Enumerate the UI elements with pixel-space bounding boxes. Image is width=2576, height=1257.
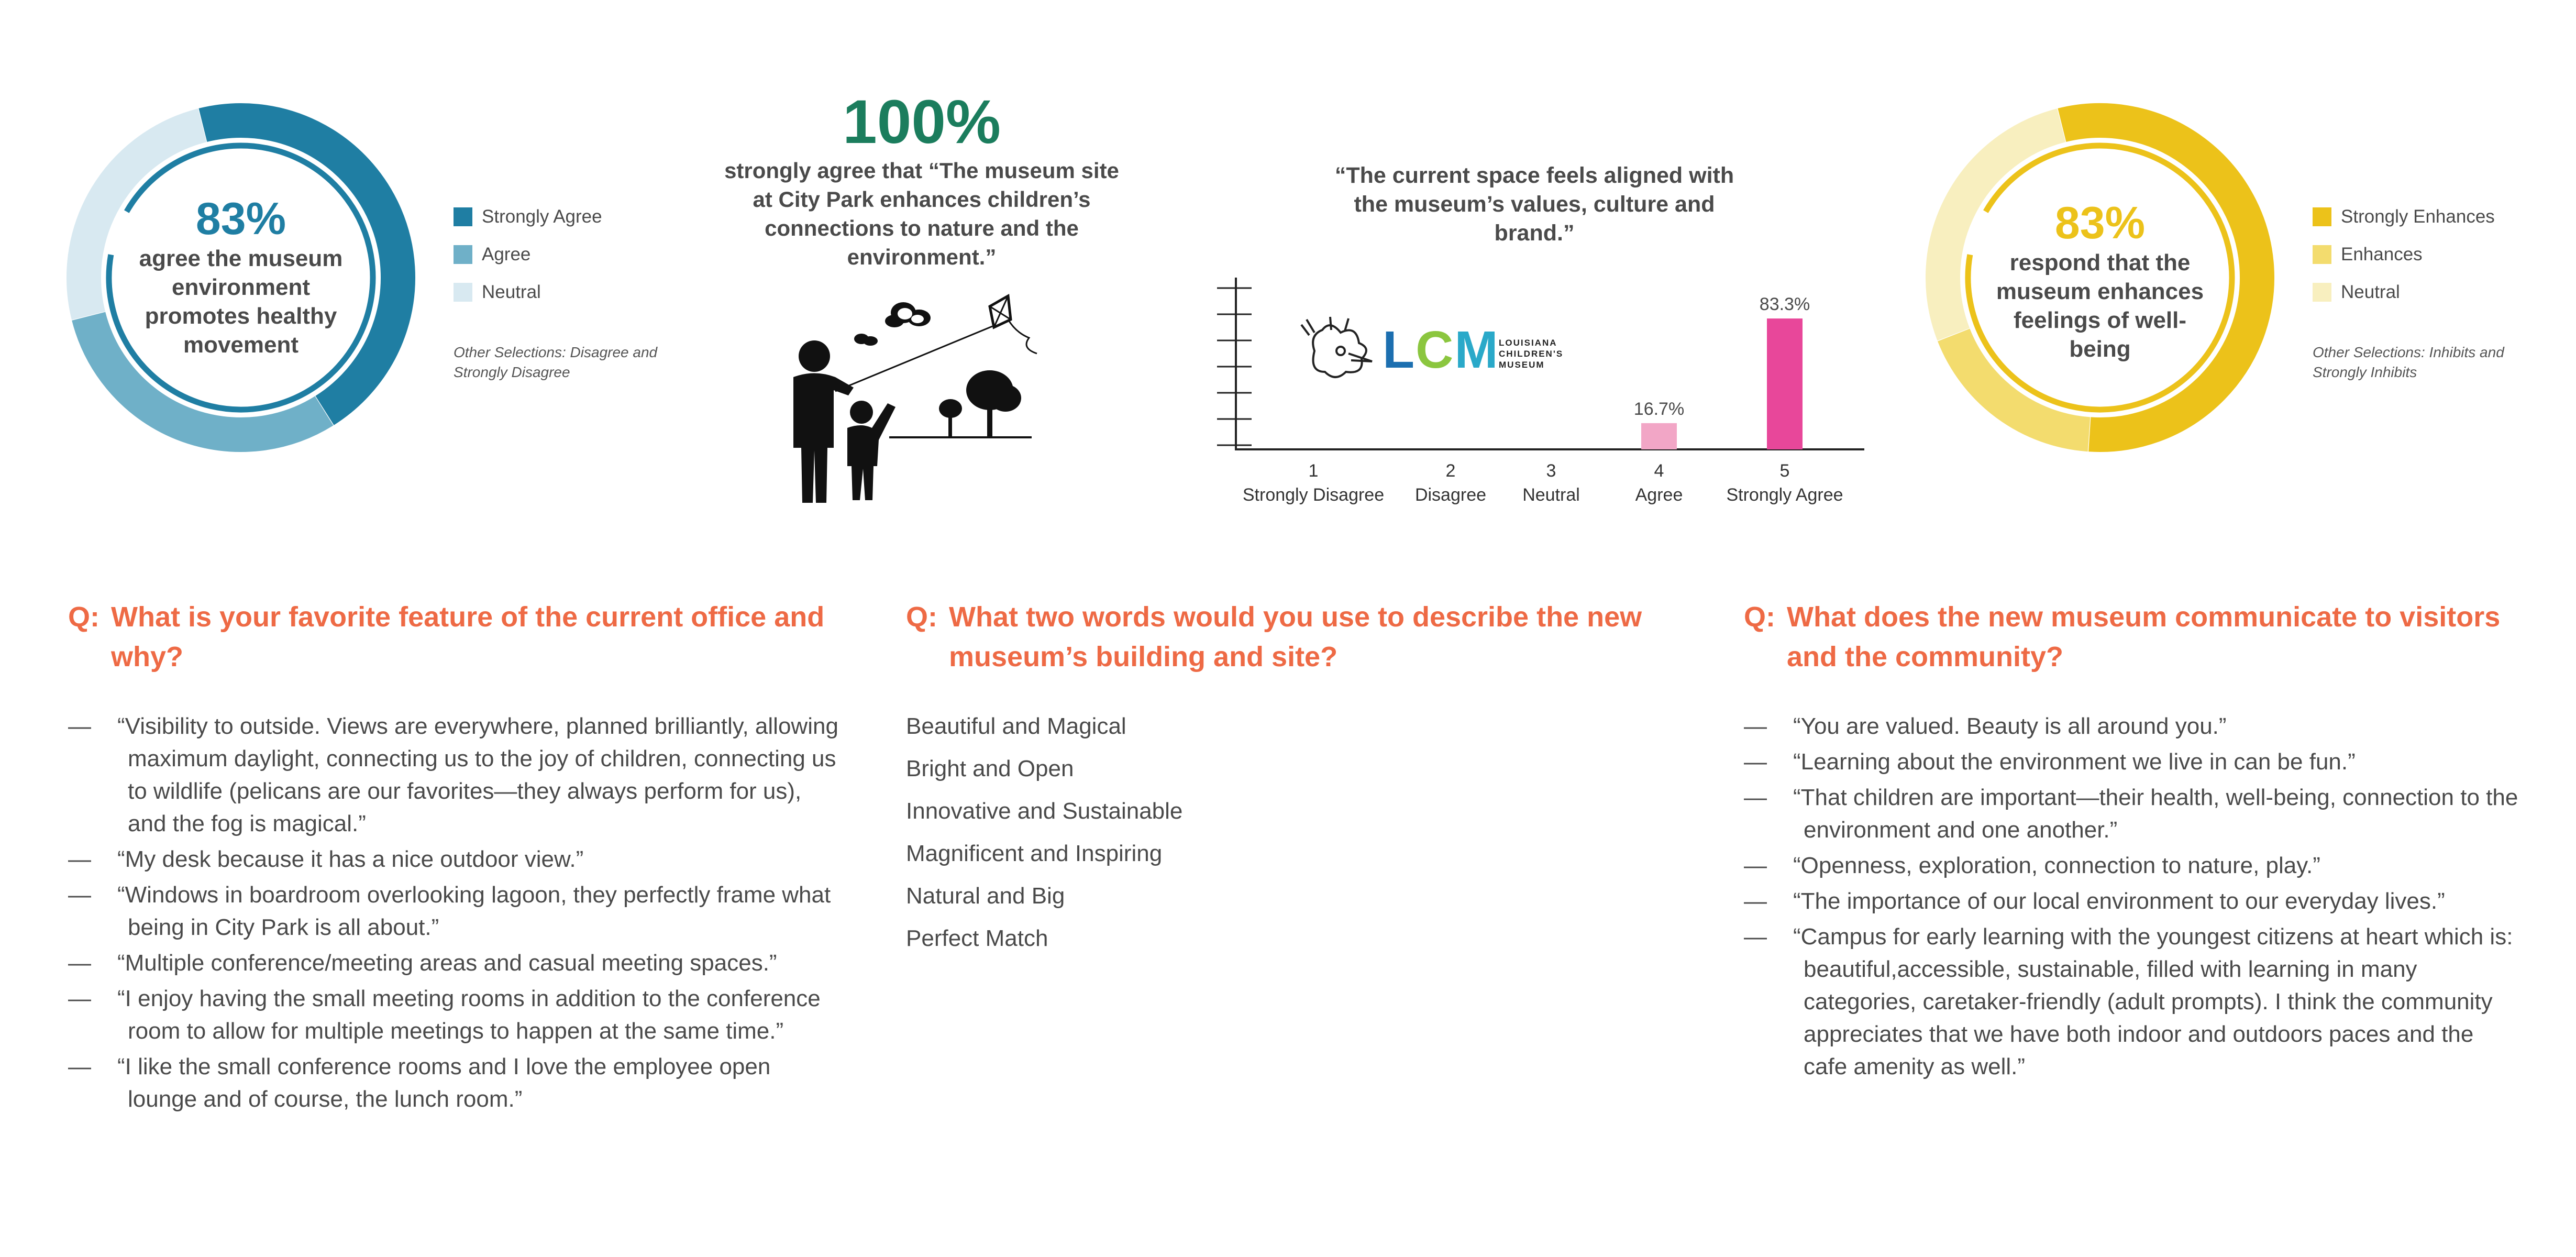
x-tick-label: Strongly Disagree [1242, 485, 1385, 505]
answer-text: “Visibility to outside. Views are everywhere, planned brilliantly, allowing maximum daylight, connecting us to the joy of children, connecting us to wildlife (pelicans are our favorites—they always perform for us), and the fog is magical.” [117, 713, 838, 836]
dash-bullet: — [1744, 888, 1767, 914]
list-item [1744, 746, 2519, 778]
list-item [68, 947, 843, 979]
lcm-letter: C [1416, 321, 1455, 379]
dash-bullet: — [68, 882, 91, 908]
legend-label: Strongly Agree [482, 206, 602, 227]
legend-swatch [2313, 245, 2331, 264]
list-item [1744, 781, 2519, 846]
answer-text: “Windows in boardroom overlooking lagoon, they perfectly frame what being in City Park is all about.” [117, 882, 831, 940]
bar-chart [1204, 272, 1896, 519]
question-text: What two words would you use to describe the new museum’s building and site? [949, 601, 1642, 672]
adult-figure-icon [793, 340, 854, 503]
x-tick-number: 4 [1654, 461, 1664, 481]
parent-child-kite-icon [770, 291, 1053, 511]
question-text: What does the new museum communicate to visitors and the community? [1787, 601, 2501, 672]
question-prefix: Q: [906, 601, 937, 633]
legend-item [2313, 198, 2495, 236]
legend-label: Neutral [2341, 282, 2400, 302]
list-item: Perfect Match [906, 925, 1048, 951]
list-item: Magnificent and Inspiring [906, 841, 1163, 866]
bar [1767, 318, 1803, 449]
dash-bullet: — [68, 713, 91, 739]
data-label: 83.3% [1759, 294, 1810, 315]
dash-bullet: — [1744, 853, 1767, 878]
list-item [1744, 885, 2519, 918]
answer-text: “I like the small conference rooms and I love the employee open lounge and of course, the lunch room.” [117, 1054, 771, 1112]
child-figure-icon [847, 401, 895, 500]
list-item [68, 1051, 843, 1116]
legend-swatch [454, 283, 472, 302]
donut-left-label: agree the museum environment promotes healthy movement [139, 246, 343, 358]
answer-text: “Openness, exploration, connection to nature, play.” [1793, 853, 2320, 878]
donut-right-note: Other Selections: Inhibits and Strongly Inhibits [2313, 344, 2504, 380]
x-tick-labels [1243, 461, 1843, 505]
legend-item [454, 273, 602, 311]
list-item: Bright and Open [906, 756, 1074, 781]
x-tick-number: 5 [1779, 461, 1790, 481]
answer-text: “Campus for early learning with the youngest citizens at heart which is: beautiful,accessible, sustainable, filled with learning in many categories, caretaker-friendly (adult prompts). I think the community appreciates that we have both indoor and outdoors paces and the cafe amenity as well.” [1793, 924, 2513, 1079]
dash-bullet: — [1744, 749, 1767, 775]
list-item: Beautiful and Magical [906, 713, 1126, 739]
x-tick-number: 1 [1308, 461, 1319, 481]
x-tick-label: Agree [1635, 485, 1683, 505]
donut-right-percent: 83% [2054, 198, 2146, 248]
x-tick-label: Strongly Agree [1726, 485, 1843, 505]
legend-swatch [454, 207, 472, 226]
legend-label: Strongly Enhances [2341, 206, 2495, 227]
pelican-logo-icon [1299, 314, 1377, 388]
donut-left-center [126, 194, 356, 359]
x-tick-label: Neutral [1522, 485, 1580, 505]
legend-label: Enhances [2341, 244, 2423, 264]
answers-museum-communicates [1744, 710, 2519, 1086]
answers-two-words [906, 705, 1430, 960]
dash-bullet: — [68, 846, 91, 872]
list-item [68, 983, 843, 1048]
legend-item [454, 198, 602, 236]
list-item [1744, 710, 2519, 743]
answer-text: “I enjoy having the small meeting rooms in addition to the conference room to allow for multiple meetings to happen at the same time.” [117, 986, 821, 1044]
dash-bullet: — [68, 950, 91, 976]
legend-swatch [2313, 283, 2331, 302]
legend-swatch [454, 245, 472, 264]
bars [1641, 318, 1803, 449]
answer-text: “Learning about the environment we live in can be fun.” [1793, 749, 2356, 775]
lcm-letter: L [1383, 321, 1416, 379]
dash-bullet: — [1744, 785, 1767, 810]
answer-text: “My desk because it has a nice outdoor view.” [117, 846, 584, 872]
stat-statement: strongly agree that “The museum site at City Park enhances children’s connections to nature and the environment.” [724, 158, 1119, 269]
question-museum-communicates [1744, 597, 2529, 677]
data-label: 16.7% [1633, 399, 1685, 419]
legend-label: Neutral [482, 282, 541, 302]
question-prefix: Q: [68, 601, 99, 633]
lcm-logo-subtext: LOUISIANA CHILDREN'S MUSEUM [1499, 338, 1564, 370]
donut-right-center [1985, 198, 2215, 363]
list-item: Innovative and Sustainable [906, 798, 1183, 824]
answer-text: “You are valued. Beauty is all around you.” [1793, 713, 2227, 739]
donut-right-legend [2313, 198, 2495, 311]
legend-item [454, 236, 602, 273]
lcm-logo [1299, 314, 1592, 388]
legend-label: Agree [482, 244, 531, 264]
list-item [68, 843, 843, 876]
tree-icon [889, 370, 1032, 438]
answer-text: “The importance of our local environment to our everyday lives.” [1793, 888, 2445, 914]
chart-title: “The current space feels aligned with the museum’s values, culture and brand.” [1334, 163, 1734, 246]
legend-item [2313, 236, 2495, 273]
list-item [68, 710, 843, 840]
lcm-logo-letters [1383, 321, 1499, 379]
stat-percent: 100% [843, 87, 1001, 157]
x-tick-label: Disagree [1414, 485, 1487, 505]
list-item [1744, 850, 2519, 882]
donut-left-percent: 83% [195, 194, 286, 244]
x-tick-number: 3 [1546, 461, 1556, 481]
question-favorite-feature [68, 597, 854, 677]
donut-right-label: respond that the museum enhances feelings of well-being [1996, 250, 2204, 362]
donut-left-note: Other Selections: Disagree and Strongly Disagree [454, 344, 658, 380]
bar [1641, 423, 1677, 449]
list-item: Natural and Big [906, 883, 1065, 909]
answer-text: “That children are important—their health, well-being, connection to the environment and one another.” [1793, 785, 2518, 843]
answers-favorite-feature [68, 710, 843, 1119]
answer-text: “Multiple conference/meeting areas and casual meeting spaces.” [117, 950, 777, 976]
x-tick-number: 2 [1445, 461, 1456, 481]
donut-left-legend [454, 198, 602, 311]
dash-bullet: — [1744, 713, 1767, 739]
list-item [1744, 921, 2519, 1083]
question-prefix: Q: [1744, 601, 1775, 633]
dash-bullet: — [1744, 924, 1767, 950]
y-ticks [1217, 288, 1252, 445]
list-item [68, 879, 843, 944]
question-text: What is your favorite feature of the current office and why? [111, 601, 825, 672]
cloud-icon [854, 302, 931, 346]
legend-item [2313, 273, 2495, 311]
question-two-words [906, 597, 1691, 677]
dash-bullet: — [68, 986, 91, 1011]
dash-bullet: — [68, 1054, 91, 1079]
lcm-letter: M [1454, 321, 1499, 379]
legend-swatch [2313, 207, 2331, 226]
